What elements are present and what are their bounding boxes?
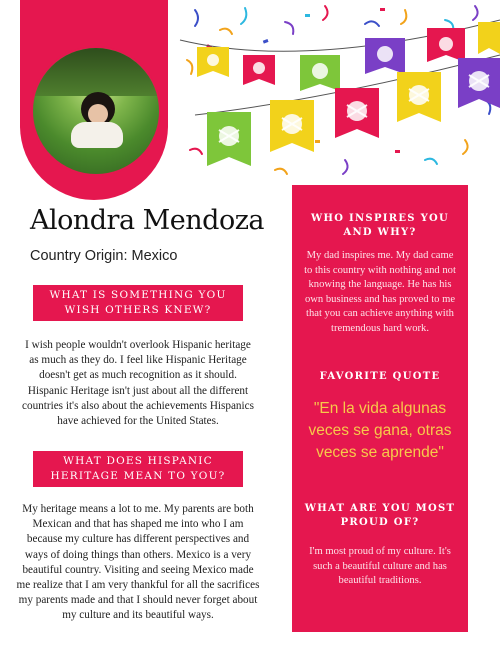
inspires-text: My dad inspires me. My dad came to this country with nothing and not knowing the language. He has his own business and has proved to me that you can achieve anything with tremendous hard work. (304, 250, 456, 334)
overlook-heading-banner (33, 285, 243, 321)
photo-shirt (71, 122, 123, 148)
meaning-heading: WHAT DOES HISPANIC HERITAGE MEAN TO YOU? (50, 455, 226, 482)
quote-heading: FAVORITE QUOTE (319, 371, 441, 382)
meaning-text: My heritage means a lot to me. My parents are both Mexican and that has shaped me into who I am because my culture has different perspectives and ways of doing things than others. Mexico is a very beautiful country. Visiting and seeing Mexico made me realize that I am very thankful for all the sacrifices my parents made and that I should never forget about my culture and its beautiful ways. (16, 503, 260, 622)
country-origin: Country Origin: Mexico (30, 248, 178, 264)
papel-picado-decoration (175, 0, 500, 185)
overlook-heading: WHAT IS SOMETHING YOU WISH OTHERS KNEW? (49, 289, 227, 316)
overlook-text: I wish people wouldn't overlook Hispanic heritage as much as they do. I feel like Hispanic Heritage doesn't get as much recognition as it should. Hispanic Heritage isn't just about all the different countries it's also about the achievements Hispanics have achieved for the United States. (22, 339, 254, 428)
portrait-photo (31, 46, 161, 176)
profile-name: Alondra Mendoza (30, 205, 265, 236)
meaning-heading-banner (33, 451, 243, 487)
photo-face (88, 104, 108, 124)
proud-heading: WHAT ARE YOU MOST PROUD OF? (304, 503, 456, 528)
inspires-heading: WHO INSPIRES YOU AND WHY? (310, 213, 450, 238)
flags-row-1 (197, 22, 500, 91)
photo-trees (33, 48, 159, 96)
proud-text: I'm most proud of my culture. It's such a beautiful culture and has beautiful traditions. (309, 546, 451, 587)
favorite-quote: "En la vida algunas veces se gana, otras veces se aprende" (308, 400, 452, 461)
